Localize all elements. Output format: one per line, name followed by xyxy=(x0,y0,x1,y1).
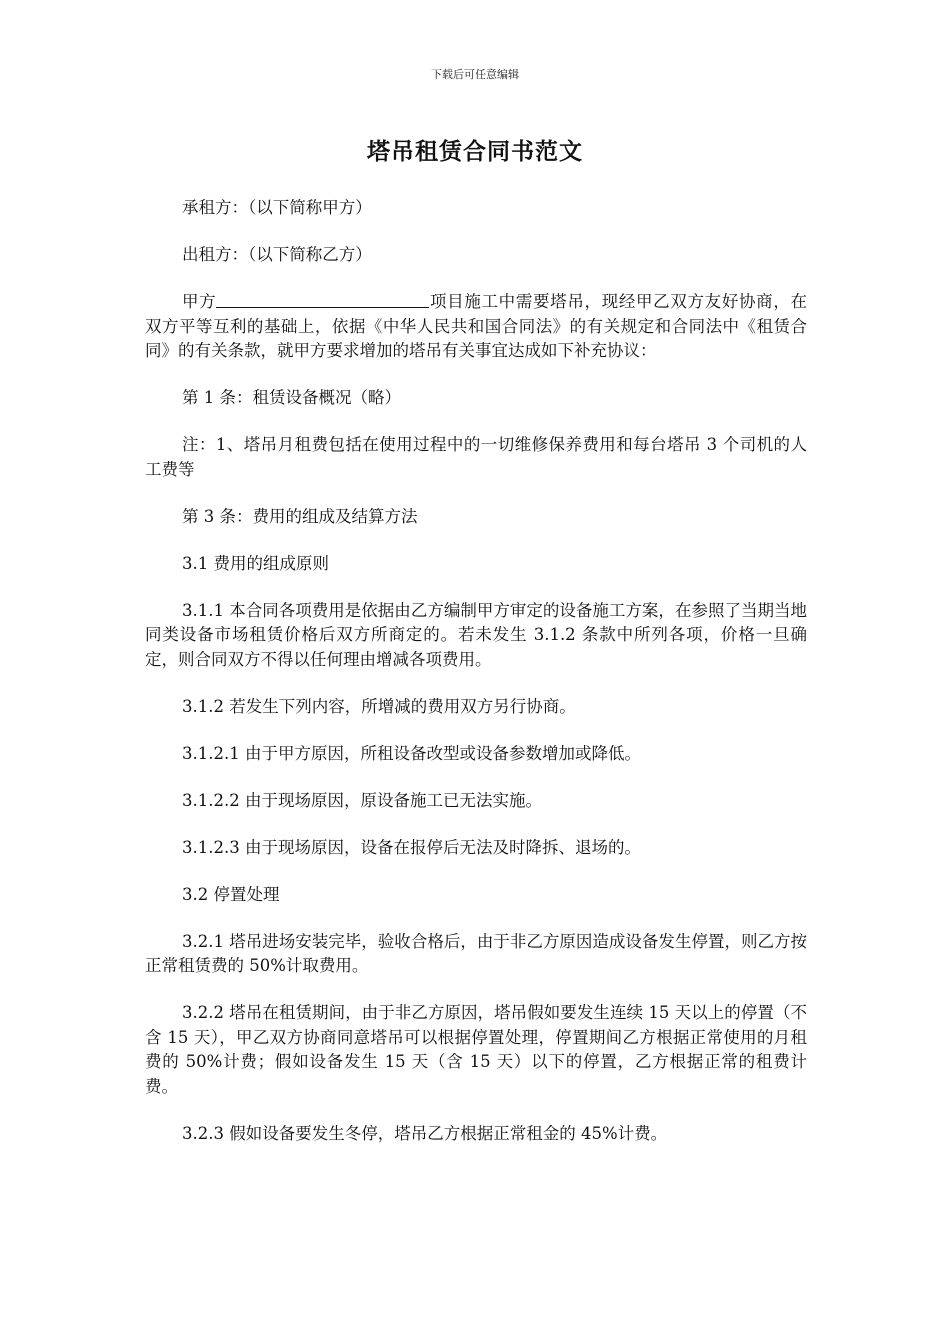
intro-prefix: 甲方 xyxy=(182,292,217,311)
section-3-1-2-1: 3.1.2.1 由于甲方原因，所租设备改型或设备参数增加或降低。 xyxy=(182,743,641,763)
document-body xyxy=(145,196,807,1169)
project-name-blank xyxy=(216,291,429,308)
clause-1: 第 1 条：租赁设备概况（略） xyxy=(182,388,401,407)
note-1: 注：1、塔吊月租费包括在使用过程中的一切维修保养费用和每台塔吊 3 个司机的人工费等 xyxy=(145,435,807,479)
clause-3: 第 3 条：费用的组成及结算方法 xyxy=(182,506,418,526)
intro-suffix: 项目施工中需要塔吊，现经甲乙双方友好协商，在双方平等互利的基础上，依据《中华人民共和国合同法》的有关规定和合同法中《租赁合同》的有关条款，就甲方要求增加的塔吊有关事宜达成如下补充协议： xyxy=(145,292,808,360)
lessor-line: 出租方：（以下简称乙方） xyxy=(182,245,372,264)
section-3-2-1: 3.2.1 塔吊进场安装完毕，验收合格后，由于非乙方原因造成设备发生停置，则乙方按正常租赁费的 50%计取费用。 xyxy=(145,931,807,975)
section-3-2-3: 3.2.3 假如设备要发生冬停，塔吊乙方根据正常租金的 45%计费。 xyxy=(182,1123,668,1143)
section-3-1: 3.1 费用的组成原则 xyxy=(182,553,329,573)
lessee-line: 承租方：（以下简称甲方） xyxy=(182,198,372,217)
section-3-2-2: 3.2.2 塔吊在租赁期间，由于非乙方原因，塔吊假如要发生连续 15 天以上的停置（不含 15 天），甲乙双方协商同意塔吊可以根据停置处理，停置期间乙方根据正常使用的月租费的 50%计费；假如设备发生 15 天（含 15 天）以下的停置，乙方根据正常的租费计费。 xyxy=(145,1003,807,1096)
section-3-2: 3.2 停置处理 xyxy=(182,884,280,904)
document-title: 塔吊租赁合同书范文 xyxy=(367,138,583,165)
header-note: 下载后可任意编辑 xyxy=(431,68,519,81)
section-3-1-2: 3.1.2 若发生下列内容，所增减的费用双方另行协商。 xyxy=(182,696,576,716)
section-3-1-1: 3.1.1 本合同各项费用是依据由乙方编制甲方审定的设备施工方案，在参照了当期当地同类设备市场租赁价格后双方所商定的。若未发生 3.1.2 条款中所列各项，价格一旦确定，则合同双方不得以任何理由增减各项费用。 xyxy=(145,600,807,669)
intro-paragraph xyxy=(145,290,807,364)
section-3-1-2-3: 3.1.2.3 由于现场原因，设备在报停后无法及时降拆、退场的。 xyxy=(182,837,641,857)
section-3-1-2-2: 3.1.2.2 由于现场原因，原设备施工已无法实施。 xyxy=(182,790,542,810)
